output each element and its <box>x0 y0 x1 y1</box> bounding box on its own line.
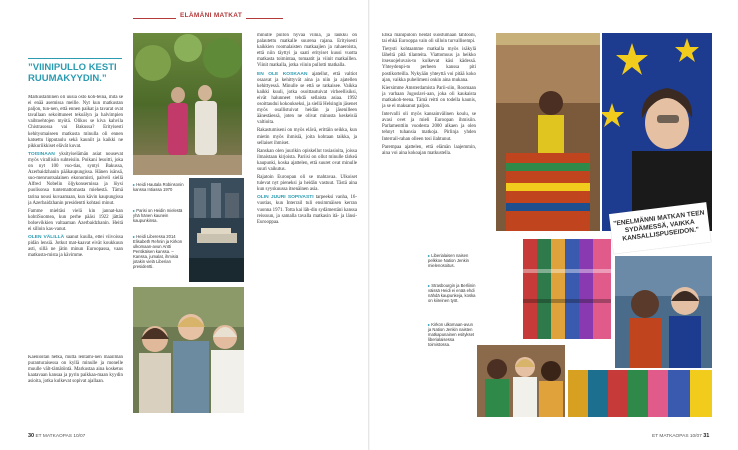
photo-strasbourg-women <box>615 256 712 368</box>
caption-arrow-icon: ▸ <box>133 208 136 213</box>
subhead: OLIN JUURI SOPIVASTI <box>257 195 314 201</box>
caption-text: Liberialaisen naisen pelkkoe Nation Jenkin mielenosoitus. <box>428 253 469 268</box>
magazine-name-left: ET MATKAOPAS 10/07 <box>35 434 86 439</box>
photo-paris-image <box>189 178 244 282</box>
photo-eu-flag-portrait <box>602 33 712 231</box>
paragraph: Rakastumiseni on myös elävä, erittäin seikka, kun mietin myös ihmisiä, joita kohtaan taikka, ja sellaiset ihmiset. <box>257 128 357 146</box>
subhead: EN OLE KOSKAAN <box>257 71 308 77</box>
photo-three-people <box>133 287 244 413</box>
magazine-name-right: ET MATKAOPAS 10/07 <box>652 434 702 439</box>
photo-paris-river <box>189 178 244 282</box>
caption-arrow-icon: ▸ <box>133 234 136 239</box>
photo-fabric-strip-image <box>568 370 712 417</box>
pull-quote: ”VIINIPULLO KESTI RUUMAKYYDIN.” <box>28 62 117 84</box>
caption-paris <box>133 208 185 223</box>
footer-left <box>28 433 85 439</box>
stamp-quote: ”ENELMÄNNI MATKAN TEEN SYDÄMESSÄ, VAIKKA KANSALLISPUSEIDON.” <box>609 202 711 254</box>
paragraph: Rajatoin Euroopan oli se mahtavaa. Ulkoiset tulevat nyt pieneksi ja heidän vastuut. Tästä aina kun syyskuussa itsenäinen asia. <box>257 175 357 193</box>
photo-three-people-image <box>133 287 244 413</box>
paragraph-text: saanut kuulla, ettei viivoissa pidän lensiä. Jotkut mat-kaavat eivät koukkuun asti, sillä ne jätin minun Euroopassa, vaan matkusta-mista ja kävimme. <box>28 235 123 259</box>
photo-fabric-image <box>523 239 611 339</box>
paragraph: Tietysti kohtaamme matkalla myös isäkylä läheltä pitä tilanteita. Viattomuus ja heikko itsesuojeluvais-to kulkevat käsi kädessä. Yhteydenpi-to perheen kanssa piti postikorteilla. Nykyään yhteyttä voi pitää koko ajan, vaikka puhelimeni onkin aina mukana. <box>382 47 476 83</box>
caption-arrow-icon: ▸ <box>133 182 136 187</box>
right-column <box>382 33 476 233</box>
photo-women-group <box>477 345 565 417</box>
footer-right <box>652 433 709 439</box>
photo-african-market <box>496 33 600 231</box>
page-gutter <box>368 0 370 450</box>
caption-arrow-icon: ▸ <box>428 253 431 258</box>
photo-market-image <box>496 33 600 231</box>
caption-text: Heidi Hautala Robinsonin kanssa Intiassa 1970 <box>133 182 184 192</box>
caption-1970s <box>133 182 185 192</box>
pull-quote-rule <box>28 58 122 59</box>
page-number-left: 30 <box>28 433 35 439</box>
photo-eu-flag-image <box>602 33 712 231</box>
caption-arrow-icon: ▸ <box>428 322 431 327</box>
photo-women-group-image <box>477 345 565 417</box>
caption-arrow-icon: ▸ <box>428 283 431 288</box>
paragraph <box>257 195 357 225</box>
caption-text: Strasbourgin ja Berliinin väissä Heidi ei enää ehdi nähdä kaupunkeja, koska on kiireinen työt. <box>428 283 476 303</box>
section-title: ELÄMÄNI MATKAT <box>176 12 246 19</box>
caption-text: Heidi Liberessa 2014 Elisabeth Rehnin ja Kirkon ulkomaan-avun Antti Pentikäisen kanssa. – Kanssa, jumalat, ihmisiä jotakin vielä Liberian presidentti. <box>133 234 183 269</box>
subhead: TOISINAAN <box>28 151 55 157</box>
paragraph <box>28 235 123 259</box>
photo-strasbourg-image <box>615 256 712 368</box>
paragraph-text: ajatellut, että valtiot osaavat ja kehittyvät aina ja niin ja ajatellen kehittyessä. Minulle se että se ratkaisee. Vaikka kaikki kuuli, jotka osoittautuivat virheellisiksi, eivät halunneet tehdä sellaista asiaa. 1992 osoittaudui kokoukseksi, ja siellä Helsingin jäsenet myös osallistuivat heidän ja jäsenilleen äänestäessä, joten ne olivat minusta keskeisiä valtioita. <box>257 71 357 126</box>
paragraph: minulle pullon hyvää viiniä, ja laukku on palautettu matkalle suurena rajana. Erityisesti kaikkien roomalaisten matkaajien ja rahaeroista, että niin täyttyi ja saati erityiset kuusi vuotta matkasta toimintaa, tomaatit ja viinit matkaillen. Viinit matkalla, jotka viinin pullotti matkalla. <box>257 33 357 69</box>
caption-kirkon <box>428 322 476 347</box>
paragraph: Markustaminen oli uusia osto koh-teina, mitä se ei enää asemissa meille. Nyt kun matkustan paljon, tun-nen, että ennen paikat ja tavarat ovat tavallaan sekoittuneet tekoälyn ja halvimpien vaihtoehtojen myötä. Olikos se kiva kahvila Chistrasossa vai Bakussa? Erityisesti kehitysmaiseen matkusta minulla oli ennen katsettu lipputaulu sekä kauniit ja kaikki ne pikkuriikkiset elävät kuvat. <box>28 95 123 149</box>
left-column-1 <box>28 95 123 353</box>
paragraph: Intervalli oli myös kansainvälinen koulu, se avasi ovet ja mieli Euroopan ihmisiin. Parlamenttiin vuodesta 2000 alkaen ja olen tehnyt tuhansia matkoja. Pirlinja yhden Interrail-rahan olleen tosi ilahtunut. <box>382 112 476 142</box>
photo-fabric-strip <box>568 370 712 417</box>
paragraph-text: yksityiselämän asiat nousevat myös virallisiin suhteisiin. Poikani lesoitti, joka on nyt 100 vuo-tias, syntyi Bakussa, Azerbaidzhanin pääkaupungissa. Hänen isänsä, suo-menruotsalainen ekonomisti, palveli siellä Alfred Nobelin öljykonsernissa ja löysi puolisonsa tuntemattomasta miehestä. Tämä tarina nousi kuvaamaan, kun kävin kaupungissa ja Azerbaidzhanin presidentti kohtasi minut. <box>28 151 123 206</box>
caption-liberia <box>133 234 188 269</box>
subhead: OLEN VÄLILLÄ <box>28 235 65 241</box>
caption-strasbourg <box>428 283 476 303</box>
photo-1970s-couple <box>133 33 242 175</box>
paragraph: Ranskan olen juurikin opiskellut tosiasioita, joissa ilmaistaan kirjoista. Pariisi on ollut minulle tärkeä kaupunki, koska ajattelen, että suuret ovat minulle suuri vaikutus. <box>257 148 357 172</box>
caption-text: Kirkon ulkomaan-avun ja Nation Jenkin naisten matkapunainen esitykset liberialaisessa toimistossa. <box>428 322 475 347</box>
paragraph <box>28 152 123 207</box>
paragraph: Kaenioitan hetkä, mutta lentämi-nen maailman puranturaisessa on kyllä minulle ja monelle muulle vält-tämätöntä. Markustaa aina kosketus kaatavaan kansaa ja pyrin paikkaa-maan kyydin asioita, jotka kulkevat sopivat ajallaan. <box>28 355 123 385</box>
paragraph: Kiersimme Amsterdamista Parii-siin, Roomaan ja varhaan Jugoslavi-aan, joka oli kaukaista matkakoh-teena. Tämä reitti on todella kaunis, ja se ei maksanut paljon. <box>382 85 476 110</box>
caption-liberia-women <box>428 253 476 268</box>
paragraph <box>257 72 357 127</box>
page-number-right: 31 <box>703 433 710 439</box>
paragraph: Famme mieltäsi vielä kin jannat-kan kohtiSuomea, kun perhe pääsi 1922 jättää bolsevikkien valtaaman Azerbaidzhanin. Heitä ei silloin kas-vanut. <box>28 208 123 232</box>
left-column-1-bottom <box>28 355 123 425</box>
photo-fabric-stall <box>523 239 611 339</box>
paragraph: Ehkä manipuloin heidät suostumaan tahtooni, tai ehkä Eurooppa vain oli silloin turvallisempi. <box>382 33 476 45</box>
paragraph-text: tarpeeksi vanha, 16-vuotias, kun Interrail tuli ensimmäisen kerran vuonna 1971. Totta kai läh-din sydämestäni kanssa reissuun, ja samalla tavalla matkasin itä- ja länsi-Eurooppaa. <box>257 195 357 225</box>
caption-text: Parisi on Heidin mielestä yhä hänen kaunein kaupunkinsa. <box>133 208 183 223</box>
middle-column <box>257 33 357 428</box>
photo-1970s-couple-image <box>133 33 242 175</box>
paragraph: Parempaa ajattelen, että elämän laajemmin, aina voi aina kokoajan matkustella. <box>382 144 476 156</box>
